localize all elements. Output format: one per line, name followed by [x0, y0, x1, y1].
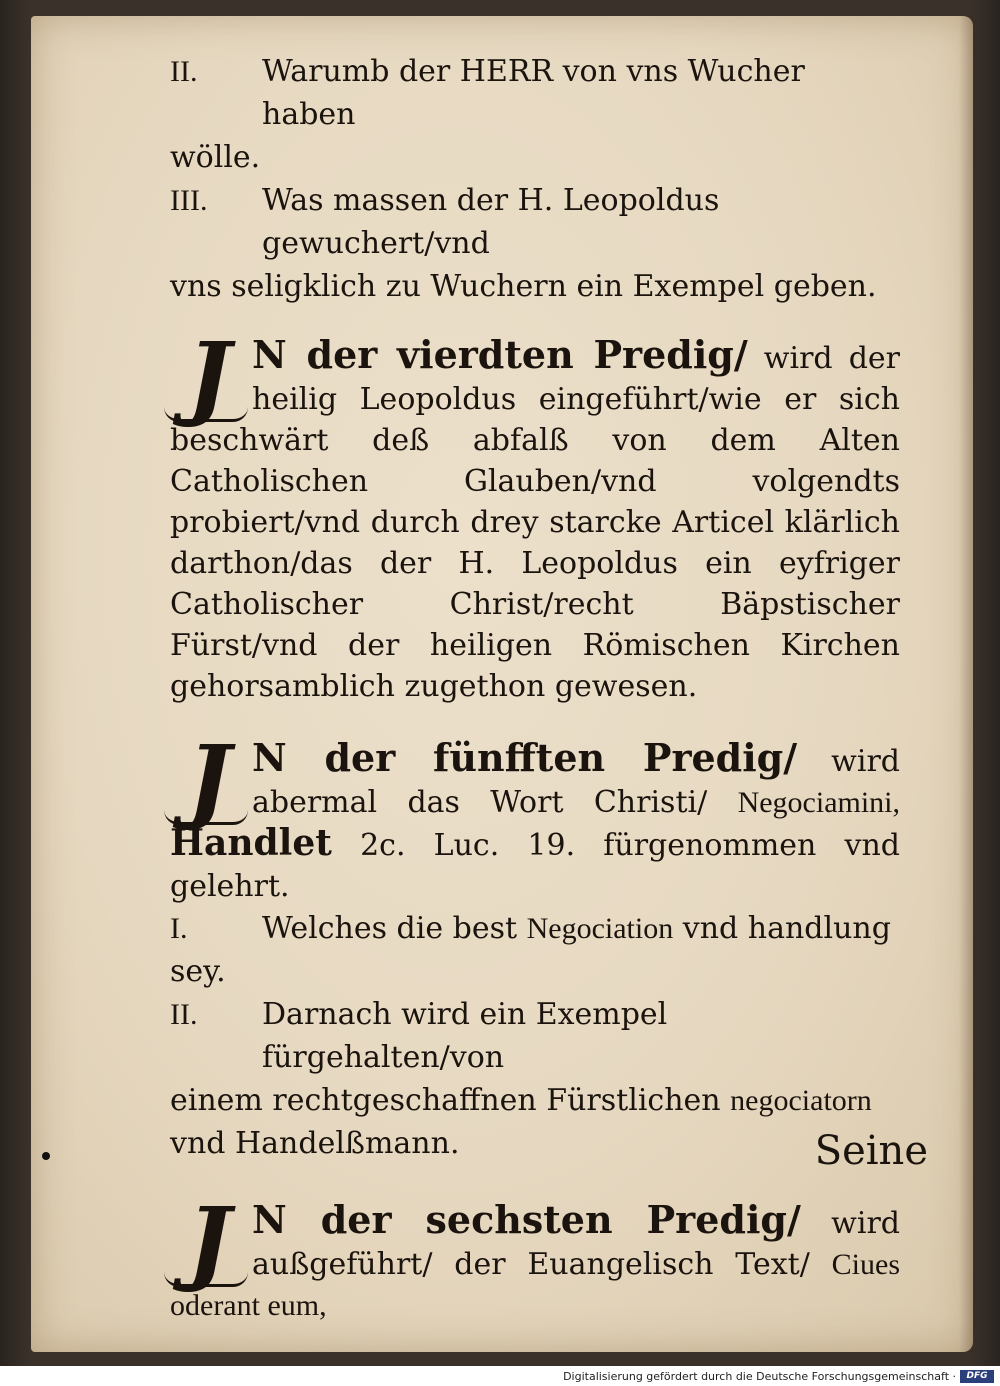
list-item-number: III. — [170, 184, 208, 217]
decorated-initial — [170, 322, 248, 430]
initial-letter: J — [187, 725, 231, 833]
paragraph-lead: N der sechsten Predig/ — [252, 1197, 801, 1242]
list-item-continuation: vns seligklich zu Wuchern ein Exempel geben. — [170, 269, 877, 304]
dfg-logo: DFG — [960, 1370, 994, 1383]
initial-letter: J — [187, 1187, 231, 1295]
list-item-number: II. — [170, 998, 198, 1031]
page-text-block — [170, 50, 900, 1326]
initial-swash-ornament — [164, 810, 248, 825]
emphasized-word: Handlet — [170, 822, 332, 864]
footer-bar — [0, 1366, 1000, 1386]
paragraph-lead: N der vierdten Predig/ — [252, 332, 748, 377]
paragraph-lead: N der fünfften Predig/ — [252, 735, 798, 780]
paragraph-body-end: 2c. Luc. 19. fürgenommen vnd gelehrt. — [170, 828, 900, 904]
continuation-text: einem rechtgeschaffnen Fürstlichen — [170, 1083, 721, 1118]
list-item-number: II. — [170, 55, 198, 88]
decorated-initial — [170, 725, 248, 833]
paragraph-fifth-sermon — [170, 725, 901, 907]
list-item-text: Warumb der HERR von vns Wucher haben — [262, 54, 805, 132]
catchword: Seine — [814, 1128, 928, 1174]
list-item-text: Welches die best — [262, 911, 518, 946]
list-item-continuation: vnd Handelßmann. — [170, 1126, 460, 1161]
list-item — [170, 50, 900, 136]
paragraph-body: wird abermal das Wort Christi/ — [252, 744, 900, 820]
paragraph-sixth-sermon — [170, 1187, 900, 1326]
initial-letter: J — [187, 322, 231, 430]
decorated-initial — [170, 1187, 248, 1295]
funding-credit: Digitalisierung gefördert durch die Deutsche Forschungsgemeinschaft · — [563, 1370, 956, 1383]
list-item-text: Darnach wird ein Exempel fürgehalten/von — [262, 997, 668, 1075]
paragraph-body: wird der heilig Leopoldus eingeführt/wie er sich beschwärt deß abfalß von dem Alten Catholischen Glauben/vnd volgendts probiert/vnd durch drey starcke Articel klärlich darthon/das der H. Leopoldus ein eyfriger Catholischer Christ/recht Bäpstischer Fürst/vnd der heiligen Römischen Kirchen gehorsamblich zugethon gewesen. — [170, 341, 900, 704]
paragraph-body: wird außgeführt/ der Euangelisch Text/ — [252, 1206, 900, 1282]
margin-dot — [42, 1152, 50, 1160]
list-item-continuation: sey. — [170, 954, 226, 989]
list-item-text: Was massen der H. Leopoldus gewuchert/vnd — [262, 183, 720, 261]
initial-swash-ornament — [164, 1272, 248, 1287]
latin-phrase: Negociamini, — [737, 786, 901, 819]
initial-swash-ornament — [164, 407, 248, 422]
list-item — [170, 993, 900, 1079]
list-item — [170, 179, 900, 265]
list-top — [170, 50, 900, 308]
list-mid — [170, 907, 900, 1165]
list-item-continuation — [170, 1079, 900, 1122]
latin-phrase: Ciues oderant eum, — [170, 1248, 900, 1322]
latin-word: negociatorn — [730, 1084, 872, 1117]
list-item-number: I. — [170, 912, 188, 945]
paragraph-fourth-sermon — [170, 322, 900, 707]
list-item-continuation: wölle. — [170, 140, 261, 175]
list-item-text-end: vnd handlung — [682, 911, 891, 946]
latin-word: Negociation — [526, 912, 674, 945]
page-edge-shadow — [959, 16, 973, 1352]
list-item — [170, 907, 900, 950]
